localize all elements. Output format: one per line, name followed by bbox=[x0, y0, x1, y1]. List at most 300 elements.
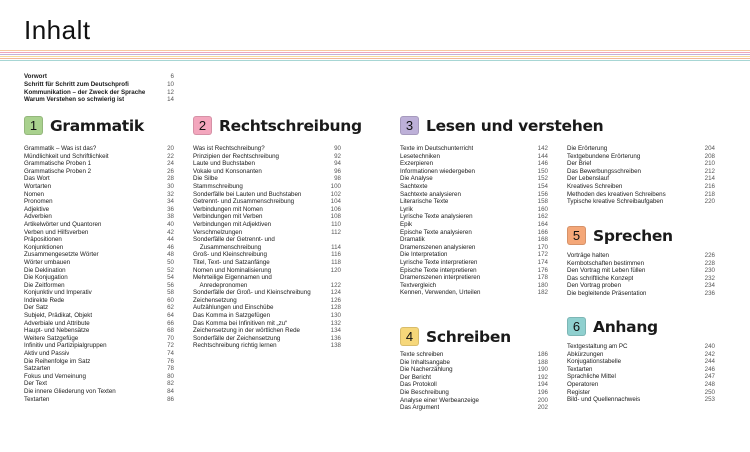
toc-entry[interactable] bbox=[567, 366, 715, 374]
toc-entry[interactable] bbox=[24, 342, 174, 350]
section-number-badge: 1 bbox=[24, 116, 43, 135]
stripe bbox=[0, 50, 750, 51]
section-header-rechtschreibung bbox=[193, 116, 362, 135]
toc-entry-title: Sonderfälle der Zeichensetzung bbox=[193, 334, 281, 342]
toc-entry-title: Aufzählungen und Einschübe bbox=[193, 304, 274, 312]
toc-list-grammatik bbox=[24, 145, 174, 403]
toc-entry[interactable] bbox=[193, 183, 341, 191]
toc-entry[interactable] bbox=[24, 183, 174, 191]
toc-entry-page: 210 bbox=[704, 160, 715, 168]
toc-entry-page: 134 bbox=[330, 327, 341, 335]
toc-entry[interactable] bbox=[193, 229, 341, 237]
toc-entry-title: Texte im Deutschunterricht bbox=[400, 145, 474, 152]
toc-entry-title: Die Interpretation bbox=[400, 251, 448, 259]
toc-entry-page: 176 bbox=[537, 266, 548, 274]
toc-entry-page: 108 bbox=[330, 213, 341, 221]
toc-entry[interactable] bbox=[567, 373, 715, 381]
toc-entry[interactable] bbox=[567, 175, 715, 183]
toc-entry[interactable] bbox=[24, 396, 174, 404]
toc-entry-title: Der Brief bbox=[567, 160, 592, 168]
toc-entry[interactable] bbox=[193, 304, 341, 312]
toc-entry-title: Das Komma in Satzgefügen bbox=[193, 312, 271, 320]
stripe bbox=[0, 58, 750, 59]
toc-entry-title: Sonderfälle bei Lauten und Buchstaben bbox=[193, 190, 302, 198]
toc-entry[interactable] bbox=[400, 267, 548, 275]
toc-entry[interactable] bbox=[400, 175, 548, 183]
toc-entry-page: 162 bbox=[537, 213, 548, 221]
toc-entry-page: 68 bbox=[167, 327, 174, 335]
toc-entry-page: 226 bbox=[704, 252, 715, 259]
toc-entry-title: Nomen und Nominalisierung bbox=[193, 266, 272, 274]
toc-entry-title: Konjunktionen bbox=[24, 243, 64, 251]
section-number-badge: 3 bbox=[400, 116, 419, 135]
toc-entry[interactable] bbox=[400, 145, 548, 153]
toc-entry-page: 74 bbox=[167, 350, 174, 358]
toc-entry[interactable] bbox=[193, 251, 341, 259]
toc-entry[interactable] bbox=[567, 145, 715, 153]
toc-entry-title: Bild- und Quellennachweis bbox=[567, 396, 641, 404]
toc-entry-title: Grammatische Proben 2 bbox=[24, 167, 92, 175]
toc-entry[interactable] bbox=[24, 236, 174, 244]
toc-entry-page: 28 bbox=[167, 175, 174, 183]
toc-entry-title: Konjugationstabelle bbox=[567, 358, 622, 366]
toc-entry[interactable] bbox=[193, 244, 341, 252]
toc-entry-title: Satzarten bbox=[24, 365, 51, 373]
toc-entry[interactable]: Kommunikation – der Zweck der Sprache 12 bbox=[24, 88, 174, 96]
toc-entry-page: 122 bbox=[330, 281, 341, 289]
toc-entry[interactable] bbox=[24, 312, 174, 320]
toc-entry[interactable] bbox=[24, 282, 174, 290]
toc-entry[interactable] bbox=[193, 259, 341, 267]
toc-entry[interactable] bbox=[400, 244, 548, 252]
toc-entry-title: Zeichensetzung in der wörtlichen Rede bbox=[193, 327, 300, 335]
stripe bbox=[0, 56, 750, 57]
toc-entry[interactable] bbox=[400, 213, 548, 221]
toc-entry[interactable] bbox=[24, 168, 174, 176]
toc-entry-page: 112 bbox=[331, 228, 341, 236]
toc-entry-page: 228 bbox=[704, 259, 715, 267]
toc-entry-title: Pronomen bbox=[24, 198, 53, 206]
toc-entry-title: Die Zeitformen bbox=[24, 281, 65, 289]
toc-entry[interactable] bbox=[400, 191, 548, 199]
toc-entry-title: Sprachliche Mittel bbox=[567, 373, 616, 381]
toc-entry-page bbox=[338, 274, 341, 282]
section-header-anhang bbox=[567, 317, 658, 336]
toc-entry-page: 204 bbox=[704, 145, 715, 152]
section-header-schreiben bbox=[400, 327, 511, 346]
toc-entry[interactable] bbox=[400, 381, 548, 389]
toc-entry[interactable] bbox=[400, 251, 548, 259]
toc-entry-page: 86 bbox=[167, 395, 174, 403]
toc-entry-page: 172 bbox=[537, 251, 548, 259]
toc-entry-title: Titel, Text- und Satzanfänge bbox=[193, 258, 270, 266]
toc-entry-page: 164 bbox=[537, 220, 548, 228]
toc-entry-page: 102 bbox=[330, 190, 341, 198]
toc-entry-page: 214 bbox=[704, 175, 715, 183]
toc-entry-page: 130 bbox=[330, 312, 341, 320]
toc-entry-title: Nomen bbox=[24, 190, 44, 198]
toc-entry-title: Sonderfälle der Groß- und Kleinschreibung bbox=[193, 289, 311, 297]
toc-entry[interactable] bbox=[400, 351, 548, 359]
toc-entry-page bbox=[338, 236, 341, 244]
toc-entry[interactable] bbox=[400, 160, 548, 168]
toc-entry-page: 104 bbox=[330, 198, 341, 206]
toc-entry[interactable] bbox=[193, 236, 341, 244]
toc-entry-page: 180 bbox=[537, 281, 548, 289]
toc-entry-title: Wortarten bbox=[24, 182, 52, 190]
section-header-grammatik bbox=[24, 116, 144, 135]
toc-entry-title: Adverbien bbox=[24, 213, 52, 221]
stripe bbox=[0, 54, 750, 55]
toc-entry[interactable] bbox=[567, 183, 715, 191]
toc-entry[interactable] bbox=[193, 327, 341, 335]
toc-entry[interactable] bbox=[567, 282, 715, 290]
toc-list-rechtschreibung bbox=[193, 145, 341, 350]
toc-entry-title: Präpositionen bbox=[24, 236, 62, 244]
toc-entry[interactable] bbox=[24, 229, 174, 237]
toc-entry-title: Der Satz bbox=[24, 304, 49, 312]
toc-entry-title: Infinitiv und Partizipialgruppen bbox=[24, 342, 107, 350]
toc-entry-page: 212 bbox=[704, 167, 715, 175]
toc-entry[interactable] bbox=[400, 282, 548, 290]
toc-entry-title: Lyrische Texte analysieren bbox=[400, 213, 473, 221]
toc-entry[interactable] bbox=[24, 221, 174, 229]
toc-entry-page: 138 bbox=[330, 342, 341, 350]
toc-entry-title: Lesetechniken bbox=[400, 152, 440, 160]
toc-entry-page: 170 bbox=[537, 243, 548, 251]
toc-entry[interactable] bbox=[24, 251, 174, 259]
toc-entry-page: 218 bbox=[704, 190, 715, 198]
toc-entry-page: 144 bbox=[537, 152, 548, 160]
toc-entry-title: Kennen, Verwenden, Urteilen bbox=[400, 289, 481, 297]
toc-entry-page: 72 bbox=[167, 342, 174, 350]
toc-entry[interactable] bbox=[567, 160, 715, 168]
toc-entry[interactable] bbox=[400, 289, 548, 297]
toc-entry-page: 42 bbox=[167, 228, 174, 236]
toc-entry-page: 142 bbox=[537, 145, 548, 152]
toc-entry-title: Epik bbox=[400, 220, 413, 228]
toc-entry-title: Lyrische Texte interpretieren bbox=[400, 258, 478, 266]
toc-entry-title: Der Text bbox=[24, 380, 47, 388]
toc-entry[interactable] bbox=[24, 380, 174, 388]
toc-entry-title: Das Protokoll bbox=[400, 381, 437, 389]
toc-entry-page: 174 bbox=[537, 258, 548, 266]
toc-entry-page: 62 bbox=[167, 304, 174, 312]
toc-entry-title: Das schriftliche Konzept bbox=[567, 274, 634, 282]
toc-entry[interactable] bbox=[567, 290, 715, 298]
toc-entry-title: Die Inhaltsangabe bbox=[400, 358, 450, 366]
toc-entry-title: Aktiv und Passiv bbox=[24, 350, 70, 358]
toc-entry[interactable] bbox=[567, 343, 715, 351]
toc-entry[interactable] bbox=[24, 327, 174, 335]
toc-entry[interactable] bbox=[400, 183, 548, 191]
toc-entry[interactable] bbox=[24, 365, 174, 373]
toc-entry-page: 246 bbox=[704, 365, 715, 373]
intro-list bbox=[24, 73, 174, 104]
section-number-badge: 2 bbox=[193, 116, 212, 135]
toc-entry[interactable] bbox=[400, 206, 548, 214]
toc-entry-title: Verbindungen mit Adjektiven bbox=[193, 220, 272, 228]
toc-entry-title: Texte schreiben bbox=[400, 351, 444, 358]
toc-entry-page: 120 bbox=[330, 266, 341, 274]
toc-entry-page: 152 bbox=[537, 175, 548, 183]
toc-entry[interactable] bbox=[24, 267, 174, 275]
toc-entry[interactable] bbox=[24, 145, 174, 153]
toc-entry-title: Adverbiale und Attribute bbox=[24, 319, 90, 327]
toc-entry-page: 82 bbox=[167, 380, 174, 388]
toc-list-sprechen bbox=[567, 252, 715, 298]
toc-entry[interactable] bbox=[193, 289, 341, 297]
toc-entry[interactable] bbox=[567, 381, 715, 389]
toc-entry[interactable] bbox=[193, 297, 341, 305]
section-number-badge: 5 bbox=[567, 226, 586, 245]
toc-entry[interactable] bbox=[193, 282, 341, 290]
toc-entry[interactable] bbox=[567, 191, 715, 199]
toc-entry-page: 22 bbox=[167, 152, 174, 160]
toc-entry[interactable] bbox=[400, 198, 548, 206]
toc-entry[interactable] bbox=[400, 274, 548, 282]
section-number-badge: 4 bbox=[400, 327, 419, 346]
toc-entry[interactable] bbox=[193, 145, 341, 153]
toc-entry-title: Die Konjugation bbox=[24, 274, 68, 282]
toc-entry-page: 114 bbox=[331, 243, 341, 251]
toc-entry-page: 38 bbox=[167, 213, 174, 221]
toc-entry-page: 220 bbox=[704, 198, 715, 206]
toc-entry-title: Den Vortrag proben bbox=[567, 282, 622, 290]
toc-entry-page: 202 bbox=[537, 404, 548, 412]
toc-entry[interactable]: Schritt für Schritt zum Deutschprofi 10 bbox=[24, 80, 174, 88]
toc-entry-title: Indirekte Rede bbox=[24, 296, 65, 304]
toc-entry[interactable] bbox=[567, 389, 715, 397]
toc-entry-page: 70 bbox=[167, 334, 174, 342]
toc-entry[interactable] bbox=[24, 297, 174, 305]
toc-entry-title: Zeichensetzung bbox=[193, 296, 237, 304]
toc-entry-page: 168 bbox=[537, 236, 548, 244]
toc-entry-title: Analyse einer Werbeanzeige bbox=[400, 396, 479, 404]
toc-entry-page: 50 bbox=[167, 258, 174, 266]
toc-entry[interactable] bbox=[24, 244, 174, 252]
toc-entry-page: 48 bbox=[167, 251, 174, 259]
toc-entry[interactable] bbox=[400, 168, 548, 176]
toc-entry[interactable] bbox=[193, 160, 341, 168]
toc-entry[interactable] bbox=[24, 358, 174, 366]
toc-entry[interactable] bbox=[567, 267, 715, 275]
header-stripes bbox=[0, 50, 750, 59]
toc-entry-title: Sachtexte analysieren bbox=[400, 190, 461, 198]
toc-entry[interactable] bbox=[193, 274, 341, 282]
toc-entry[interactable] bbox=[193, 153, 341, 161]
toc-entry[interactable] bbox=[567, 198, 715, 206]
toc-entry-title: Fokus und Verneinung bbox=[24, 372, 86, 380]
toc-entry[interactable] bbox=[24, 198, 174, 206]
toc-entry-page: 66 bbox=[167, 319, 174, 327]
toc-entry-page: 216 bbox=[704, 182, 715, 190]
toc-entry-title: Vorträge halten bbox=[567, 252, 609, 259]
toc-entry[interactable] bbox=[400, 374, 548, 382]
toc-entry-page: 132 bbox=[330, 319, 341, 327]
toc-list-schreiben-cont bbox=[567, 145, 715, 206]
toc-entry[interactable] bbox=[400, 259, 548, 267]
toc-entry-page: 32 bbox=[167, 190, 174, 198]
toc-entry[interactable] bbox=[193, 168, 341, 176]
toc-entry-page: 146 bbox=[537, 160, 548, 168]
toc-entry[interactable] bbox=[400, 153, 548, 161]
toc-entry[interactable] bbox=[400, 366, 548, 374]
toc-entry[interactable] bbox=[24, 160, 174, 168]
toc-entry[interactable] bbox=[24, 289, 174, 297]
toc-entry-page: 128 bbox=[330, 304, 341, 312]
toc-entry-title: Register bbox=[567, 388, 591, 396]
toc-entry-title: Sonderfälle der Getrennt- und bbox=[193, 236, 275, 244]
toc-entry[interactable] bbox=[193, 335, 341, 343]
toc-entry-page: 196 bbox=[537, 388, 548, 396]
toc-entry-page: 136 bbox=[330, 334, 341, 342]
toc-entry-page: 46 bbox=[167, 243, 174, 251]
toc-entry-page: 106 bbox=[330, 205, 341, 213]
toc-entry[interactable] bbox=[567, 252, 715, 260]
toc-entry-title: Adjektive bbox=[24, 205, 50, 213]
toc-entry[interactable] bbox=[193, 206, 341, 214]
toc-entry[interactable] bbox=[400, 221, 548, 229]
toc-entry-page: 234 bbox=[704, 282, 715, 290]
toc-entry[interactable] bbox=[400, 229, 548, 237]
toc-entry[interactable] bbox=[24, 335, 174, 343]
toc-entry[interactable] bbox=[193, 198, 341, 206]
toc-entry-page: 253 bbox=[704, 396, 715, 404]
toc-entry[interactable] bbox=[24, 350, 174, 358]
section-title: Anhang bbox=[593, 317, 658, 336]
toc-entry-title: Literarische Texte bbox=[400, 198, 449, 206]
toc-entry[interactable] bbox=[193, 312, 341, 320]
toc-entry-title: Den Vortrag mit Leben füllen bbox=[567, 267, 646, 275]
toc-entry-page: 78 bbox=[167, 365, 174, 373]
toc-entry-page: 232 bbox=[704, 274, 715, 282]
toc-entry[interactable] bbox=[567, 153, 715, 161]
toc-entry[interactable] bbox=[24, 304, 174, 312]
toc-entry-page: 240 bbox=[704, 343, 715, 350]
toc-entry-title: Das Komma bei Infinitiven mit „zu“ bbox=[193, 319, 288, 327]
toc-entry-page: 156 bbox=[537, 190, 548, 198]
toc-entry[interactable] bbox=[567, 168, 715, 176]
section-title: Lesen und verstehen bbox=[426, 116, 604, 135]
toc-entry[interactable]: Vorwort 6 bbox=[24, 73, 174, 80]
toc-entry-title: Informationen wiedergeben bbox=[400, 167, 475, 175]
toc-entry-title: Anredepronomen bbox=[193, 281, 248, 289]
toc-entry-title: Zusammenschreibung bbox=[193, 243, 262, 251]
toc-entry[interactable] bbox=[567, 396, 715, 404]
toc-entry-page: 242 bbox=[704, 350, 715, 358]
toc-entry-page: 94 bbox=[334, 160, 341, 168]
toc-entry-title: Textarten bbox=[24, 395, 50, 403]
toc-entry-page: 26 bbox=[167, 167, 174, 175]
toc-entry[interactable] bbox=[24, 191, 174, 199]
toc-entry-title: Groß- und Kleinschreibung bbox=[193, 251, 267, 259]
toc-entry-page: 178 bbox=[537, 274, 548, 282]
toc-entry-page: 44 bbox=[167, 236, 174, 244]
toc-entry-page: 90 bbox=[334, 145, 341, 152]
toc-entry-title: Die Reihenfolge im Satz bbox=[24, 357, 91, 365]
toc-entry-title: Textvergleich bbox=[400, 281, 437, 289]
toc-entry-title: Was ist Rechtschreibung? bbox=[193, 145, 265, 152]
toc-entry-title: Die Deklination bbox=[24, 266, 66, 274]
toc-entry-page: 126 bbox=[330, 296, 341, 304]
toc-entry[interactable] bbox=[193, 320, 341, 328]
toc-entry-title: Sachtexte bbox=[400, 182, 428, 190]
toc-entry-page: 118 bbox=[331, 258, 341, 266]
toc-entry[interactable] bbox=[24, 388, 174, 396]
toc-entry-page: 188 bbox=[537, 358, 548, 366]
toc-entry-page: 192 bbox=[537, 373, 548, 381]
toc-entry-title: Der Bericht bbox=[400, 373, 431, 381]
toc-entry-page: 30 bbox=[167, 182, 174, 190]
toc-entry[interactable] bbox=[193, 191, 341, 199]
toc-entry[interactable] bbox=[400, 389, 548, 397]
stripe bbox=[0, 60, 750, 61]
toc-entry[interactable]: Warum Verstehen so schwierig ist 14 bbox=[24, 96, 174, 104]
section-title: Grammatik bbox=[50, 116, 144, 135]
toc-entry-title: Das Wort bbox=[24, 175, 50, 183]
toc-entry[interactable] bbox=[24, 320, 174, 328]
toc-entry[interactable] bbox=[400, 236, 548, 244]
toc-list-anhang bbox=[567, 343, 715, 404]
toc-entry[interactable] bbox=[24, 259, 174, 267]
toc-entry-title: Epische Texte interpretieren bbox=[400, 266, 477, 274]
toc-entry-page: 244 bbox=[704, 358, 715, 366]
toc-entry-title: Dramatik bbox=[400, 236, 425, 244]
toc-entry-page: 80 bbox=[167, 372, 174, 380]
toc-entry[interactable] bbox=[400, 359, 548, 367]
toc-entry-title: Abkürzungen bbox=[567, 350, 604, 358]
toc-entry[interactable] bbox=[193, 213, 341, 221]
toc-entry[interactable] bbox=[567, 260, 715, 268]
toc-entry-title: Mehrteilige Eigennamen und bbox=[193, 274, 272, 282]
section-header-lesen bbox=[400, 116, 603, 135]
toc-entry-title: Verschmelzungen bbox=[193, 228, 243, 236]
toc-entry[interactable] bbox=[567, 358, 715, 366]
toc-entry[interactable] bbox=[24, 153, 174, 161]
toc-entry-title: Laute und Buchstaben bbox=[193, 160, 255, 168]
toc-entry[interactable] bbox=[193, 221, 341, 229]
toc-entry-page: 98 bbox=[334, 175, 341, 183]
toc-entry-page: 52 bbox=[167, 266, 174, 274]
toc-entry[interactable] bbox=[24, 274, 174, 282]
toc-entry[interactable] bbox=[193, 175, 341, 183]
toc-entry-page: 60 bbox=[167, 296, 174, 304]
toc-entry[interactable] bbox=[24, 213, 174, 221]
toc-entry-title: Vokale und Konsonanten bbox=[193, 167, 262, 175]
toc-entry[interactable] bbox=[567, 351, 715, 359]
toc-entry-title: Textgestaltung am PC bbox=[567, 343, 628, 350]
toc-entry-page: 76 bbox=[167, 357, 174, 365]
toc-entry[interactable] bbox=[193, 267, 341, 275]
toc-entry[interactable] bbox=[400, 397, 548, 405]
section-number-badge: 6 bbox=[567, 317, 586, 336]
toc-entry[interactable] bbox=[24, 373, 174, 381]
toc-entry-page: 34 bbox=[167, 198, 174, 206]
toc-entry-page: 116 bbox=[331, 251, 341, 259]
toc-entry[interactable] bbox=[193, 342, 341, 350]
toc-entry-title: Konjunktiv und Imperativ bbox=[24, 289, 92, 297]
toc-entry[interactable] bbox=[24, 175, 174, 183]
toc-entry-page: 166 bbox=[537, 228, 548, 236]
toc-entry-title: Wörter umbauen bbox=[24, 258, 71, 266]
toc-entry-title: Zusammengesetzte Wörter bbox=[24, 251, 99, 259]
toc-entry[interactable] bbox=[567, 275, 715, 283]
toc-entry[interactable] bbox=[400, 404, 548, 412]
toc-entry[interactable] bbox=[24, 206, 174, 214]
section-title: Sprechen bbox=[593, 226, 673, 245]
toc-entry-page: 20 bbox=[167, 145, 174, 152]
